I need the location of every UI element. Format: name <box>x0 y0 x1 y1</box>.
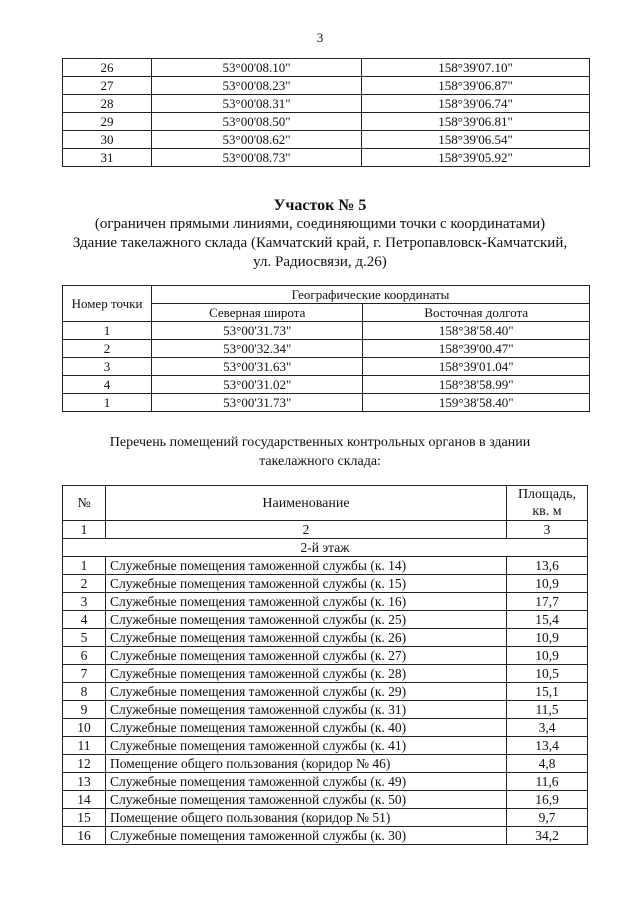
room-area-cell: 13,4 <box>507 737 588 755</box>
room-name-cell: Служебные помещения таможенной службы (к. 41) <box>106 737 507 755</box>
room-number-cell: 8 <box>63 683 106 701</box>
table-row <box>63 59 590 77</box>
point-number-cell: 3 <box>63 358 152 376</box>
rooms-list-title-cont: такелажного склада: <box>259 454 381 469</box>
colnum-cell: 2 <box>106 521 507 539</box>
table-row <box>63 575 588 593</box>
table-row <box>63 322 590 340</box>
room-number-cell: 9 <box>63 701 106 719</box>
table-row <box>63 77 590 95</box>
header-area-line1: Площадь, <box>517 487 577 502</box>
table-row <box>63 755 588 773</box>
room-number-cell: 7 <box>63 665 106 683</box>
room-name-cell: Служебные помещения таможенной службы (к. 40) <box>106 719 507 737</box>
point-number-cell: 31 <box>63 149 152 167</box>
header-area <box>507 486 588 521</box>
floor-row <box>63 539 588 557</box>
room-number-cell: 10 <box>63 719 106 737</box>
point-number-cell: 1 <box>63 394 152 412</box>
room-name-cell: Служебные помещения таможенной службы (к. 27) <box>106 647 507 665</box>
longitude-cell: 158°39'07.10" <box>362 59 590 77</box>
latitude-cell: 53°00'08.23" <box>152 77 362 95</box>
colnum-cell: 3 <box>507 521 588 539</box>
longitude-cell: 158°39'06.74" <box>362 95 590 113</box>
table-row <box>63 773 588 791</box>
latitude-cell: 53°00'31.73" <box>152 394 363 412</box>
room-area-cell: 15,1 <box>507 683 588 701</box>
table-row <box>63 719 588 737</box>
latitude-cell: 53°00'08.50" <box>152 113 362 131</box>
room-area-cell: 10,9 <box>507 575 588 593</box>
room-name-cell: Служебные помещения таможенной службы (к. 15) <box>106 575 507 593</box>
room-number-cell: 2 <box>63 575 106 593</box>
table-row <box>63 809 588 827</box>
latitude-cell: 53°00'32.34" <box>152 340 363 358</box>
table-row <box>63 113 590 131</box>
table-row <box>63 340 590 358</box>
longitude-cell: 158°38'58.99" <box>363 376 590 394</box>
room-area-cell: 16,9 <box>507 791 588 809</box>
table-row <box>63 791 588 809</box>
room-area-cell: 11,5 <box>507 701 588 719</box>
table-row <box>63 827 588 845</box>
table-row <box>63 593 588 611</box>
floor-label: 2-й этаж <box>63 539 588 557</box>
point-number-cell: 29 <box>63 113 152 131</box>
longitude-cell: 158°39'06.87" <box>362 77 590 95</box>
table-row <box>63 358 590 376</box>
point-number-cell: 27 <box>63 77 152 95</box>
building-address: ул. Радиосвязи, д.26) <box>253 254 387 270</box>
latitude-cell: 53°00'08.31" <box>152 95 362 113</box>
room-area-cell: 13,6 <box>507 557 588 575</box>
longitude-cell: 159°38'58.40" <box>363 394 590 412</box>
table-row <box>63 665 588 683</box>
room-name-cell: Помещение общего пользования (коридор № 46) <box>106 755 507 773</box>
table-header-row <box>63 286 590 304</box>
column-number-row <box>63 521 588 539</box>
room-number-cell: 3 <box>63 593 106 611</box>
room-name-cell: Служебные помещения таможенной службы (к. 28) <box>106 665 507 683</box>
building-description: Здание такелажного склада (Камчатский край, г. Петропавловск-Камчатский, <box>72 235 568 251</box>
room-name-cell: Помещение общего пользования (коридор № 51) <box>106 809 507 827</box>
room-number-cell: 15 <box>63 809 106 827</box>
room-name-cell: Служебные помещения таможенной службы (к. 26) <box>106 629 507 647</box>
point-number-cell: 26 <box>63 59 152 77</box>
room-area-cell: 4,8 <box>507 755 588 773</box>
room-area-cell: 17,7 <box>507 593 588 611</box>
table-row <box>63 737 588 755</box>
room-area-cell: 9,7 <box>507 809 588 827</box>
room-number-cell: 11 <box>63 737 106 755</box>
longitude-cell: 158°39'06.81" <box>362 113 590 131</box>
longitude-cell: 158°39'01.04" <box>363 358 590 376</box>
room-number-cell: 12 <box>63 755 106 773</box>
room-area-cell: 10,5 <box>507 665 588 683</box>
longitude-cell: 158°38'58.40" <box>363 322 590 340</box>
latitude-cell: 53°00'31.63" <box>152 358 363 376</box>
point-number-cell: 28 <box>63 95 152 113</box>
room-name-cell: Служебные помещения таможенной службы (к. 29) <box>106 683 507 701</box>
room-area-cell: 11,6 <box>507 773 588 791</box>
longitude-cell: 158°39'06.54" <box>362 131 590 149</box>
header-point-number: Номер точки <box>63 286 152 322</box>
room-name-cell: Служебные помещения таможенной службы (к. 31) <box>106 701 507 719</box>
latitude-cell: 53°00'31.02" <box>152 376 363 394</box>
room-number-cell: 14 <box>63 791 106 809</box>
latitude-cell: 53°00'08.73" <box>152 149 362 167</box>
table-header-row <box>63 486 588 521</box>
table-row <box>63 131 590 149</box>
latitude-cell: 53°00'31.73" <box>152 322 363 340</box>
coordinates-table-continued <box>62 58 590 167</box>
table-row <box>63 629 588 647</box>
point-number-cell: 4 <box>63 376 152 394</box>
room-name-cell: Служебные помещения таможенной службы (к. 25) <box>106 611 507 629</box>
point-number-cell: 30 <box>63 131 152 149</box>
section-5-coordinates-table <box>62 285 590 412</box>
latitude-cell: 53°00'08.10" <box>152 59 362 77</box>
header-area-line2: кв. м <box>532 504 562 519</box>
room-number-cell: 13 <box>63 773 106 791</box>
header-number: № <box>63 486 106 521</box>
room-name-cell: Служебные помещения таможенной службы (к. 50) <box>106 791 507 809</box>
colnum-cell: 1 <box>63 521 106 539</box>
room-number-cell: 16 <box>63 827 106 845</box>
room-area-cell: 15,4 <box>507 611 588 629</box>
table-row <box>63 557 588 575</box>
room-area-cell: 10,9 <box>507 629 588 647</box>
table-row <box>63 647 588 665</box>
room-area-cell: 34,2 <box>507 827 588 845</box>
room-area-cell: 10,9 <box>507 647 588 665</box>
table-row <box>63 376 590 394</box>
room-name-cell: Служебные помещения таможенной службы (к. 16) <box>106 593 507 611</box>
room-number-cell: 5 <box>63 629 106 647</box>
longitude-cell: 158°39'00.47" <box>363 340 590 358</box>
room-area-cell: 3,4 <box>507 719 588 737</box>
room-name-cell: Служебные помещения таможенной службы (к. 49) <box>106 773 507 791</box>
room-number-cell: 6 <box>63 647 106 665</box>
room-number-cell: 4 <box>63 611 106 629</box>
table-row <box>63 701 588 719</box>
point-number-cell: 1 <box>63 322 152 340</box>
page-number: 3 <box>316 30 324 45</box>
table-row <box>63 149 590 167</box>
room-name-cell: Служебные помещения таможенной службы (к. 14) <box>106 557 507 575</box>
point-number-cell: 2 <box>63 340 152 358</box>
section-title: Участок № 5 <box>273 197 367 214</box>
table-row <box>63 95 590 113</box>
section-description: (ограничен прямыми линиями, соединяющими точки с координатами) <box>94 216 546 232</box>
rooms-table <box>62 485 588 845</box>
table-row <box>63 683 588 701</box>
header-longitude: Восточная долгота <box>363 304 590 322</box>
header-name: Наименование <box>106 486 507 521</box>
room-number-cell: 1 <box>63 557 106 575</box>
longitude-cell: 158°39'05.92" <box>362 149 590 167</box>
table-row <box>63 611 588 629</box>
latitude-cell: 53°00'08.62" <box>152 131 362 149</box>
header-geo-coordinates: Географические координаты <box>152 286 590 304</box>
room-name-cell: Служебные помещения таможенной службы (к. 30) <box>106 827 507 845</box>
header-latitude: Северная широта <box>152 304 363 322</box>
rooms-list-title: Перечень помещений государственных контрольных органов в здании <box>109 435 531 450</box>
table-row <box>63 394 590 412</box>
